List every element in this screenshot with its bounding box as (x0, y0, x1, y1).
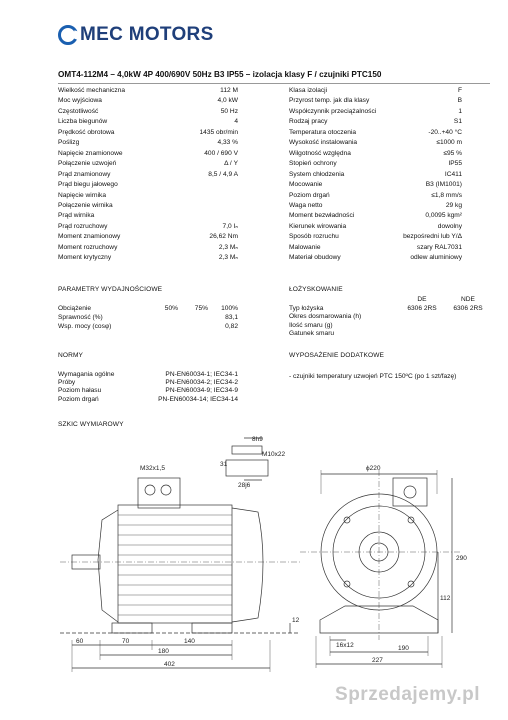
spec-label: Prąd rozruchowy (58, 222, 108, 230)
watermark: Sprzedajemy.pl (335, 684, 480, 705)
efficiency-value: 0,82 (225, 323, 238, 330)
bolt-icon (408, 517, 414, 523)
spec-label: Wilgotność względna (289, 149, 351, 157)
bearings-col-nde: NDE (461, 296, 475, 303)
label-phi220: ϕ220 (366, 465, 381, 472)
spec-label: Napięcie wirnika (58, 191, 107, 199)
label-180: 180 (158, 648, 169, 655)
efficiency-header-label: Obciążenie (58, 305, 91, 312)
drawing-heading: SZKIC WYMIAROWY (58, 421, 124, 428)
spec-label: Moment bezwładności (289, 212, 355, 220)
efficiency-header-100: 100% (221, 305, 238, 312)
bolt-icon (344, 517, 350, 523)
shaft-end-detail (226, 460, 268, 476)
bearings-nde-value: 6306 2RS (453, 304, 483, 312)
label-31: 31 (220, 461, 228, 468)
spec-label: Prąd znamionowy (58, 170, 111, 178)
spec-label: System chłodzenia (289, 170, 345, 178)
spec-value: ≤1,8 mm/s (431, 191, 462, 199)
spec-label: Klasa izolacji (289, 87, 328, 94)
drive-end-shield (98, 510, 118, 622)
terminal-box-front (393, 478, 427, 506)
label-227: 227 (372, 657, 383, 664)
motor-body-side (118, 505, 232, 623)
spec-label: Moment znamionowy (58, 233, 121, 241)
accessories-heading: WYPOSAŻENIE DODATKOWE (289, 352, 385, 359)
spec-label: Przyrost temp. jak dla klasy (289, 97, 370, 105)
spec-label: Moment rozruchowy (58, 243, 118, 251)
spec-value: B (457, 97, 462, 105)
spec-label: Poziom drgań (289, 191, 330, 199)
spec-label: Napięcie znamionowe (58, 149, 123, 157)
spec-value: ≤95 % (443, 149, 462, 157)
spec-value: 4,33 % (217, 139, 238, 147)
spec-label: Moc wyjściowa (58, 97, 102, 105)
key-detail (232, 446, 262, 454)
cooling-fins (118, 515, 232, 615)
spec-label: Temperatura otoczenia (289, 128, 357, 136)
spec-label: Moment krytyczny (58, 254, 112, 262)
label-16x12: 16x12 (336, 642, 354, 649)
spec-label: Prąd wirnika (58, 212, 95, 220)
spec-value: 7,0 Iₙ (222, 222, 238, 230)
cable-gland-icon (145, 485, 155, 495)
accessories-text: - czujniki temperatury uzwojeń PTC 150ºC (po 1 szt/fazę) (289, 373, 457, 380)
product-title: OMT4-112M4 – 4,0kW 4P 400/690V 50Hz B3 IP55 – izolacja klasy F / czujniki PTC150 (58, 70, 382, 79)
spec-label: Materiał obudowy (289, 254, 341, 262)
brand-name: MEC MOTORS (80, 24, 214, 45)
spec-label: Wysokość instalowania (289, 139, 358, 147)
label-60: 60 (76, 638, 84, 645)
spec-value: 0,0095 kgm² (425, 212, 462, 220)
spec-label: Poślizg (58, 139, 80, 147)
spec-value: 1 (458, 107, 462, 115)
spec-label: Liczba biegunów (58, 118, 108, 126)
norm-value: PN-EN60034-14; IEC34-14 (158, 395, 238, 403)
spec-label: Mocowanie (289, 181, 323, 189)
bearings-row-label: Ilość smaru (g) (289, 321, 333, 329)
spec-value: 400 / 690 V (204, 149, 238, 157)
norm-label: Poziom hałasu (58, 387, 102, 395)
norm-label: Wymagania ogólne (58, 371, 115, 378)
spec-label: Prędkość obrotowa (58, 128, 115, 136)
efficiency-header-75: 75% (194, 305, 208, 312)
efficiency-header-50: 50% (164, 305, 178, 312)
spec-value: Δ / Y (224, 160, 238, 168)
spec-value: 2,3 Mₙ (218, 254, 238, 262)
spec-value: 26,62 Nm (209, 233, 238, 241)
label-8h9: 8h9 (252, 436, 263, 443)
norm-value: PN-EN60034-1; IEC34-1 (165, 371, 238, 378)
label-140: 140 (184, 638, 195, 645)
norm-value: PN-EN60034-2; IEC34-2 (165, 379, 238, 387)
spec-label: Waga netto (289, 201, 323, 209)
spec-value: ≤1000 m (436, 139, 462, 147)
spec-label: Współczynnik przeciążalności (289, 107, 377, 115)
cable-gland-icon (161, 485, 171, 495)
bearings-row-label: Typ łożyska (289, 304, 324, 312)
bolt-icon (408, 581, 414, 587)
spec-value: F (457, 87, 462, 94)
spec-label: Połączenie wirnika (58, 201, 113, 209)
spec-value: -20..+40 °C (428, 128, 462, 136)
efficiency-value: 83,1 (225, 314, 238, 321)
spec-value: szary RAL7031 (416, 243, 462, 251)
spec-value: 50 Hz (220, 107, 238, 115)
spec-label: Wielkość mechaniczna (58, 87, 126, 94)
label-190: 190 (398, 645, 409, 652)
spec-label: Częstotliwość (58, 107, 99, 115)
spec-value: odlew aluminiowy (410, 254, 462, 262)
spec-value: dowolny (437, 222, 462, 230)
bearings-col-de: DE (417, 296, 427, 303)
fan-cover (232, 508, 263, 622)
spec-label: Stopień ochrony (289, 160, 337, 168)
cable-gland-front-icon (404, 486, 416, 498)
foot (112, 623, 152, 633)
label-70: 70 (122, 638, 130, 645)
bearings-de-value: 6306 2RS (407, 304, 437, 312)
terminal-box (138, 478, 180, 508)
spec-value: 29 kg (445, 201, 462, 209)
bolt-icon (344, 581, 350, 587)
spec-value: bezpośredni lub Y/Δ (403, 233, 462, 241)
foot (192, 623, 232, 633)
bearings-row-label: Gatunek smaru (289, 330, 335, 337)
spec-value: 4 (234, 118, 238, 126)
label-402: 402 (164, 661, 175, 668)
spec-value: 112 M (220, 87, 238, 94)
spec-label: Połączenie uzwojeń (58, 160, 117, 168)
efficiency-heading: PARAMETRY WYDAJNOŚCIOWE (58, 286, 163, 293)
norms-heading: NORMY (58, 352, 84, 359)
label-m10: M10x22 (262, 451, 286, 458)
efficiency-row-label: Sprawność (%) (58, 314, 103, 321)
norm-label: Próby (58, 379, 76, 387)
spec-value: 8,5 / 4,9 A (208, 170, 238, 178)
spec-value: IC411 (444, 170, 462, 178)
spec-label: Rodzaj pracy (289, 118, 328, 126)
label-112: 112 (440, 595, 451, 602)
spec-value: 4,0 kW (217, 97, 238, 105)
efficiency-row-label: Wsp. mocy (cosφ) (58, 323, 112, 330)
spec-value: 2,3 Mₙ (218, 243, 238, 251)
spec-label: Malowanie (289, 243, 321, 251)
norm-value: PN-EN60034-9; IEC34-9 (165, 387, 238, 395)
spec-value: B3 (IM1001) (425, 181, 462, 189)
spec-value: IP55 (448, 160, 462, 168)
spec-label: Kierunek wirowania (289, 222, 347, 230)
spec-value: 1435 obr/min (199, 128, 238, 136)
bearings-heading: ŁOŻYSKOWANIE (289, 286, 343, 293)
norm-label: Poziom drgań (58, 395, 99, 403)
bearings-row-label: Okres dosmarowania (h) (289, 313, 362, 320)
label-290: 290 (456, 555, 467, 562)
label-12: 12 (292, 617, 300, 624)
label-m32: M32x1,5 (140, 465, 165, 472)
spec-value: S1 (453, 118, 462, 126)
spec-label: Sposób rozruchu (289, 233, 339, 241)
label-28j6: 28j6 (238, 482, 251, 489)
spec-label: Prąd biegu jałowego (58, 181, 118, 189)
